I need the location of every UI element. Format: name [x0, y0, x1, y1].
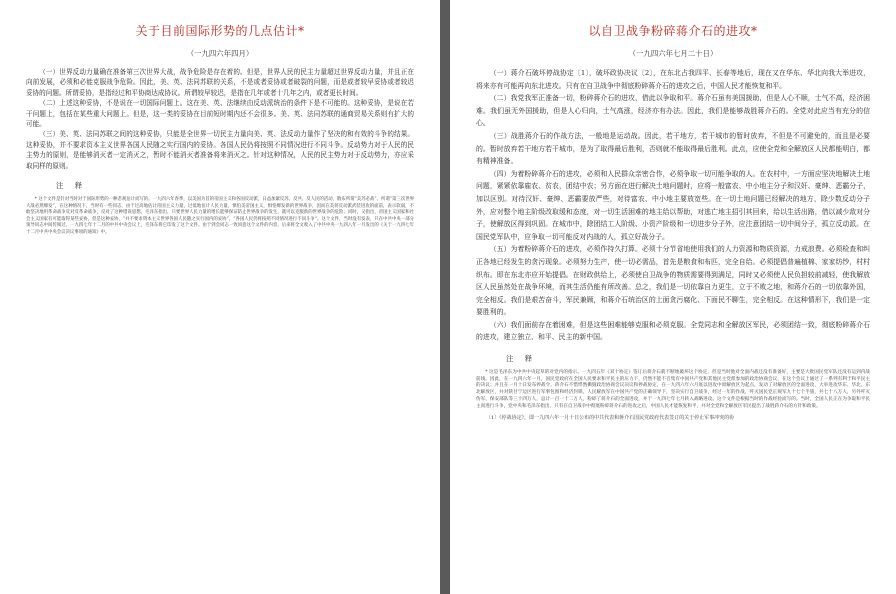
footnote: * 这个文件是针对当时对于国际形势的一种悲观估计而写的。一九四六年春季，以美国为首的帝国主义和各国反动派，日益加紧反苏、反共、反人民的活动，散布所谓“美苏必战”、所谓“第三次世界大战必然爆发”，在这种情况下，当时有一些同志，由于过高地估计帝国主义力量，过低地估计人民力量，惧怕美帝国主义，惧怕爆发新的世界战争，因而在美蒋反动派武装进攻的面前，表示软弱，不敢坚决地用革命战争反对反革命战争，反对了这种错误思想。毛泽东指出，只要世界人民力量的增长能够保证防止世界战争的发生，就可以克服新的世界战争的危险；同时，又指出，帝国主义国家和社会主义国家有可能取得某些妥协，但是这种妥协，“并不要求资本主义世界各国人民随之实行国内的妥协”，“各国人民仍将按照不同情况进行不同斗争”。这个文件，当时没有发表，只在中共中央一部分领导同志中间传阅过。一九四七年十二月的中共中央会议上，毛泽东将它印发了这个文件。由于到会同志一致同意这个文件的内容，后来将全文收入了中共中央一九四八年一月发出的《关于一九四七年十二月中共中央会议决议事项的通知》中。	[26, 197, 414, 235]
paragraph: （一）世界反动力量确在准备第三次世界大战，战争危险是存在着的。但是，世界人民的民主力量超过世界反动力量，并且正在向前发展，必须和必能克服战争危险。因此，美、英、法同苏联的关系，不是或者妥协或者破裂的问题，而是或者较早妥协或者较迟妥协的问题。所谓妥协，是指经过和平协商达成协议。所谓较早较迟，是指在几年或者十几年之内，或者更长时间。	[26, 68, 414, 97]
paragraph: （四）为着粉碎蒋介石的进攻，必须和人民群众亲密合作，必须争取一切可能争取的人。在农村中，一方面应坚决地解决土地问题，紧紧依靠雇农、贫农，团结中农；另方面在进行解决土地问题时，应将一般富农、中小地主分子和汉奸、豪绅、恶霸分子，加以区别。对待汉奸、豪绅、恶霸要放严些，对待富农、中小地主要放宽些。在一切土地问题已经解决的地方，除少数反动分子外，应对整个地主阶级改取缓和态度，对一切生活困难的地主给以帮助，对逃亡地主招引其回来，给以生活出路，借以减少敌对分子，使解放区得到巩固。在城市中，除团结工人阶级、小资产阶级和一切进步分子外，应注意团结一切中间分子，孤立反动派。在国民党军队中，应争取一切可能反对内战的人，孤立好战分子。	[476, 169, 870, 241]
notes-heading: 注 释	[506, 354, 535, 364]
page-title: 关于目前国际形势的几点估计*	[135, 24, 305, 38]
document-page-right	[450, 0, 896, 594]
paragraph: （一）蒋介石破坏停战协定〔1〕，破坏政协决议〔2〕，在东北占我四平、长春等地后，现在又在华东、华北向我大举进攻，将来亦有可能再向东北进攻。只有在自卫战争中彻底粉碎蒋介石的进攻之后，中国人民才能恢复和平。	[476, 69, 870, 90]
paragraph: （二）上述这种妥协，不是说在一切国际问题上。这在美、英、法继续由反动派统治的条件下是不可能的。这种妥协，是说在若干问题上，包括在某些重大问题上。但是，这一类的妥协在目前短时期内还不会很多。美、英、法同苏联的通商贸易关系则有扩大的可能。	[26, 99, 414, 129]
document-page-left	[0, 0, 440, 594]
paragraph: （二）我党我军正准备一切，粉碎蒋介石的进攻，借此以争取和平。蒋介石虽有美国援助，但是人心不顺，士气不高，经济困难。我们虽无外国援助，但是人心归向，士气高涨，经济亦有办法。因此，我们是能够战胜蒋介石的。全党对此应当有充分的信心。	[476, 94, 870, 128]
paragraph: （六）我们面前存在着困难，但是这些困难能够克服和必须克服。全党同志和全解放区军民，必须团结一致，彻底粉碎蒋介石的进攻，建立独立、和平、民主的新中国。	[476, 320, 870, 342]
footnote: * 这是毛泽东为中共中央起草的对党内的指示。一九四五年《双十协定》签订后蒋介石就不断地破坏这个协定，但是当时他对全面内战还没有准备好，主要是大批国民党军队还没有运到内战前线。因此，在一九四六年一月，国民党政府在全国人民要求和平民主的压力下，仍然不能不召集有中国共产党和其他民主党派参加的政治协商会议，在这个会议上通过了一系列有利于和平民主的决议；并且在一月十日发布停战令。蒋介石不惜悍然撕毁政治协商会议决议和停战协定，在一九四六年六月底以进攻中原解放区为起点，发动了对解放区的全面进攻，大举进攻华东、华北、东北解放区，并对陕甘宁边区进行军事包围和经济封锁。人民解放军在中国共产党的正确领导下，坚决实行自卫战争，经过一年的作战，歼灭国民党正规军九十七个半旅，共七十八万人，另外歼灭伪军、保安部队等三十四万人，总计一百一十二万人，粉碎了蒋介石的全面进攻，并于一九四七年七月转入战略进攻。这个文件是根据当时的作战经验而写的。当时，全国人民正在为争取和平民主而进行斗争，党中央和毛泽东指出，只有在自卫战争中彻底粉碎蒋介石的进攻之后，中国人民才能恢复和平，并对全党和全解放区军民提出了战胜蒋介石的方针和政策。	[476, 370, 870, 409]
paragraph: （五）为着粉碎蒋介石的进攻，必须作持久打算。必须十分节省地使用我们的人力资源和物质资源，力戒浪费。必须检查和纠正各地已经发生的贪污现象。必须努力生产，使一切必需品，首先是粮食和布匹，完全自给。必须提倡普遍植棉、家家纺纱，村村织布。即在东北亦应开始提倡。在财政供给上，必须使自卫战争的物质需要得到满足，同时又必须使人民负担较前减轻，使我解放区人民虽然处在战争环境，而其生活仍能有所改善。总之，我们是一切依靠自力更生，立于不败之地，和蒋介石的一切依靠外国，完全相反。我们是艰苦奋斗，军民兼顾，和蒋介石统治区的上面贪污腐化、下面民不聊生，完全相反。在这种情形下，我们是一定要胜利的。	[476, 245, 870, 317]
document-date: （一九四六年七月二十日）	[628, 49, 718, 58]
notes-heading: 注 释	[56, 181, 85, 191]
paragraph: （三）战胜蒋介石的作战方法，一般地是运动战。因此，若干地方，若干城市的暂时放弃，不但是不可避免的，而且是必要的。暂时放弃若干地方若干城市，是为了取得最后胜利，否则就不能取得最后胜利。此点，应使全党和全解放区人民都能明白，都有精神准备。	[476, 131, 870, 166]
page-title: 以自卫战争粉碎蒋介石的进攻*	[588, 24, 758, 38]
page-gutter	[440, 0, 450, 594]
document-date: （一九四六年四月）	[186, 49, 254, 58]
paragraph: （三）美、英、法同苏联之间的这种妥协，只能是全世界一切民主力量向美、英、法反动力量作了坚决的和有效的斗争的结果。这种妥协，并不要求资本主义世界各国人民随之实行国内的妥协。各国人民仍将按照不同情况进行不同斗争。反动势力对于人民的民主势力的原则，是能够消灭者一定消灭之，暂时不能消灭者准备将来消灭之。针对这种情况，人民的民主势力对于反动势力，亦应采取同样的原则。	[26, 130, 414, 170]
footnote: 〔1〕《停战协定》，即一九四六年一月十日公布的中共代表和蒋介石国民党政府代表签订的关于停止军事冲突的协	[486, 415, 735, 422]
